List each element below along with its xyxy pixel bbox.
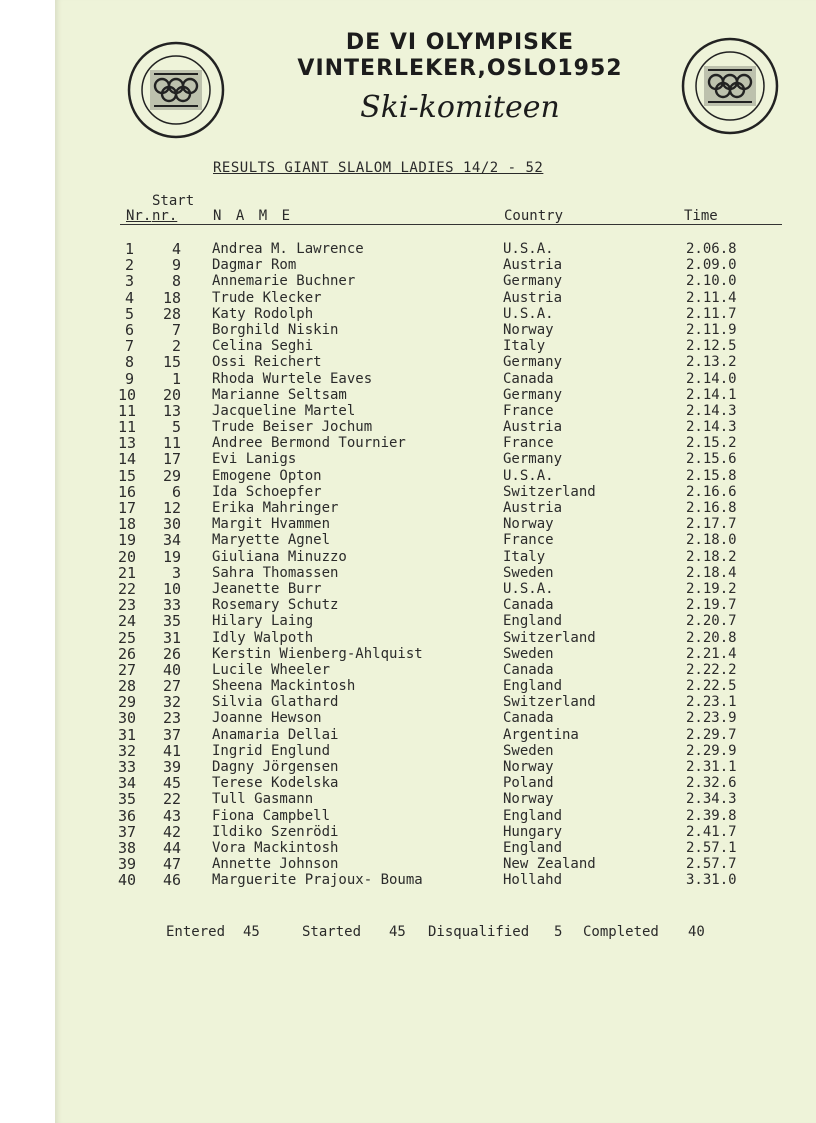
cell-time: 2.19.2 (686, 580, 737, 597)
cell-place: 24 (118, 612, 137, 631)
table-row (0, 371, 816, 387)
cell-name: Evi Lanigs (212, 451, 297, 468)
cell-time: 2.18.0 (686, 532, 737, 549)
table-row (0, 354, 816, 370)
cell-name: Marguerite Prajoux- Bouma (212, 872, 423, 889)
cell-name: Jeanette Burr (212, 580, 322, 597)
cell-name: Trude Klecker (212, 289, 322, 306)
cell-country: Austria (503, 289, 563, 306)
cell-name: Rosemary Schutz (212, 597, 339, 614)
cell-start-number: 18 (162, 288, 181, 307)
cell-start-number: 46 (162, 871, 181, 890)
cell-place: 37 (118, 822, 137, 841)
cell-start-number: 17 (162, 450, 181, 469)
table-row (0, 872, 816, 888)
cell-name: Dagny Jörgensen (212, 759, 339, 775)
cell-country: U.S.A. (503, 305, 554, 322)
cell-place: 10 (118, 385, 137, 404)
cell-place: 2 (124, 256, 134, 275)
cell-name: Anamaria Dellai (212, 726, 339, 743)
cell-country: Norway (503, 791, 554, 808)
cell-time: 2.22.5 (686, 678, 737, 695)
table-row (0, 419, 816, 435)
cell-country: Germany (503, 354, 563, 371)
cell-name: Ingrid Englund (212, 742, 331, 759)
cell-time: 2.22.2 (686, 661, 737, 678)
table-row (0, 678, 816, 694)
cell-start-number: 5 (171, 418, 181, 437)
cell-country: U.S.A. (503, 580, 554, 597)
header-time: Time (684, 208, 718, 224)
cell-time: 2.57.7 (686, 856, 737, 873)
cell-name: Sahra Thomassen (212, 564, 339, 581)
cell-country: England (503, 613, 563, 630)
cell-start-number: 15 (162, 353, 181, 372)
table-row (0, 484, 816, 500)
cell-start-number: 6 (171, 482, 181, 501)
olympic-rings-emblem-icon (126, 40, 226, 140)
cell-name: Giuliana Minuzzo (212, 548, 347, 565)
table-row (0, 743, 816, 759)
cell-start-number: 33 (162, 596, 181, 615)
table-row (0, 549, 816, 565)
cell-country: France (503, 532, 554, 549)
cell-time: 2.15.6 (686, 451, 737, 468)
cell-place: 36 (118, 806, 137, 825)
cell-time: 2.20.7 (686, 613, 737, 630)
table-row (0, 840, 816, 856)
cell-place: 15 (118, 466, 137, 485)
cell-time: 2.20.8 (686, 629, 737, 646)
cell-place: 4 (124, 288, 134, 307)
cell-country: New Zealand (503, 856, 596, 873)
table-row (0, 322, 816, 338)
cell-country: Switzerland (503, 629, 596, 646)
cell-place: 39 (118, 855, 137, 874)
cell-start-number: 30 (162, 515, 181, 534)
cell-name: Celina Seghi (212, 338, 314, 355)
cell-start-number: 2 (171, 337, 181, 356)
cell-place: 17 (118, 499, 137, 517)
summary-disqualified-label: Disqualified (428, 924, 530, 940)
cell-time: 2.23.1 (686, 694, 737, 711)
cell-start-number: 1 (171, 369, 181, 388)
cell-place: 11 (118, 401, 137, 420)
cell-start-number: 47 (162, 855, 181, 874)
table-row (0, 468, 816, 484)
cell-name: Dagmar Rom (212, 257, 297, 274)
cell-country: France (503, 402, 554, 419)
cell-name: Ida Schoepfer (212, 483, 322, 500)
table-row (0, 662, 816, 678)
cell-start-number: 37 (162, 725, 181, 744)
table-row (0, 565, 816, 581)
table-row (0, 791, 816, 807)
cell-name: Jacqueline Martel (212, 402, 356, 419)
cell-country: Norway (503, 321, 554, 338)
cell-country: Canada (503, 597, 554, 614)
cell-time: 2.16.8 (686, 500, 737, 516)
table-row (0, 451, 816, 467)
cell-country: U.S.A. (503, 467, 554, 484)
table-row (0, 532, 816, 548)
letterhead-line-2: VINTERLEKER,OSLO1952 (297, 56, 623, 81)
cell-time: 2.12.5 (686, 338, 737, 355)
cell-name: Sheena Mackintosh (212, 678, 356, 695)
cell-place: 25 (118, 628, 137, 647)
cell-place: 14 (118, 450, 137, 469)
cell-time: 2.18.2 (686, 548, 737, 565)
cell-country: Canada (503, 370, 554, 387)
cell-time: 2.15.8 (686, 467, 737, 484)
cell-place: 19 (118, 531, 137, 550)
committee-name: Ski-komiteen (360, 90, 560, 125)
summary-entered-label: Entered (166, 924, 226, 940)
summary-disqualified-value: 5 (554, 924, 563, 940)
table-row (0, 387, 816, 403)
cell-place: 32 (118, 741, 137, 760)
cell-name: Ossi Reichert (212, 354, 322, 371)
cell-time: 2.13.2 (686, 354, 737, 371)
cell-name: Andrea M. Lawrence (212, 241, 364, 257)
cell-place: 13 (118, 434, 137, 453)
cell-start-number: 44 (162, 838, 181, 857)
cell-name: Lucile Wheeler (212, 661, 331, 678)
cell-country: Sweden (503, 645, 554, 662)
cell-start-number: 10 (162, 579, 181, 598)
header-place: Nr. (126, 208, 152, 224)
cell-name: Emogene Opton (212, 467, 322, 484)
cell-time: 2.17.7 (686, 516, 737, 533)
cell-place: 9 (124, 369, 134, 388)
table-row (0, 516, 816, 532)
header-country: Country (504, 208, 564, 224)
header-start-number: nr. (152, 208, 178, 224)
cell-name: Silvia Glathard (212, 694, 339, 711)
cell-place: 1 (124, 240, 134, 258)
cell-place: 29 (118, 693, 137, 712)
cell-name: Kerstin Wienberg-Ahlquist (212, 645, 423, 662)
cell-name: Margit Hvammen (212, 516, 331, 533)
cell-time: 2.57.1 (686, 839, 737, 856)
cell-country: Austria (503, 419, 563, 436)
cell-start-number: 4 (171, 240, 181, 258)
cell-time: 2.32.6 (686, 775, 737, 792)
cell-time: 2.15.2 (686, 435, 737, 452)
cell-name: Andree Bermond Tournier (212, 435, 406, 452)
cell-start-number: 19 (162, 547, 181, 566)
cell-place: 28 (118, 677, 137, 696)
cell-country: Austria (503, 500, 563, 516)
cell-place: 6 (124, 320, 134, 339)
cell-start-number: 12 (162, 499, 181, 517)
cell-place: 27 (118, 660, 137, 679)
cell-start-number: 31 (162, 628, 181, 647)
cell-place: 35 (118, 790, 137, 809)
cell-place: 34 (118, 774, 137, 793)
cell-start-number: 3 (171, 563, 181, 582)
cell-place: 3 (124, 272, 134, 291)
table-row (0, 500, 816, 516)
cell-start-number: 45 (162, 774, 181, 793)
table-row (0, 727, 816, 743)
cell-country: Hollahd (503, 872, 563, 889)
cell-name: Maryette Agnel (212, 532, 331, 549)
cell-start-number: 23 (162, 709, 181, 728)
summary-completed-label: Completed (583, 924, 659, 940)
cell-time: 2.29.7 (686, 726, 737, 743)
cell-time: 2.11.4 (686, 289, 737, 306)
cell-start-number: 43 (162, 806, 181, 825)
cell-start-number: 39 (162, 758, 181, 776)
cell-name: Marianne Seltsam (212, 386, 347, 403)
cell-place: 8 (124, 353, 134, 372)
table-row (0, 856, 816, 872)
cell-time: 2.09.0 (686, 257, 737, 274)
cell-place: 33 (118, 758, 137, 776)
cell-start-number: 41 (162, 741, 181, 760)
letterhead-line-1: DE VI OLYMPISKE (345, 30, 575, 55)
cell-start-number: 8 (171, 272, 181, 291)
cell-country: Canada (503, 710, 554, 727)
cell-time: 2.39.8 (686, 807, 737, 824)
table-row (0, 613, 816, 629)
cell-country: France (503, 435, 554, 452)
table-row (0, 241, 816, 257)
cell-start-number: 13 (162, 401, 181, 420)
cell-country: England (503, 839, 563, 856)
cell-start-number: 34 (162, 531, 181, 550)
cell-name: Borghild Niskin (212, 321, 339, 338)
results-table (0, 241, 816, 889)
cell-start-number: 32 (162, 693, 181, 712)
cell-place: 5 (124, 304, 134, 323)
cell-time: 3.31.0 (686, 872, 737, 889)
cell-name: Rhoda Wurtele Eaves (212, 370, 373, 387)
cell-country: Switzerland (503, 694, 596, 711)
cell-start-number: 7 (171, 320, 181, 339)
cell-country: U.S.A. (503, 241, 554, 257)
cell-start-number: 27 (162, 677, 181, 696)
table-row (0, 694, 816, 710)
cell-country: Italy (503, 338, 546, 355)
table-row (0, 808, 816, 824)
table-row (0, 759, 816, 775)
cell-start-number: 40 (162, 660, 181, 679)
olympic-rings-emblem-icon (680, 36, 780, 136)
cell-place: 31 (118, 725, 137, 744)
cell-place: 21 (118, 563, 137, 582)
summary-started-label: Started (302, 924, 362, 940)
cell-country: Norway (503, 759, 554, 775)
table-row (0, 581, 816, 597)
cell-time: 2.29.9 (686, 742, 737, 759)
cell-time: 2.14.1 (686, 386, 737, 403)
cell-country: Switzerland (503, 483, 596, 500)
cell-place: 40 (118, 871, 137, 890)
cell-place: 16 (118, 482, 137, 501)
summary-completed-value: 40 (688, 924, 705, 940)
cell-name: Katy Rodolph (212, 305, 314, 322)
cell-time: 2.18.4 (686, 564, 737, 581)
cell-start-number: 9 (171, 256, 181, 275)
table-row (0, 338, 816, 354)
cell-time: 2.11.7 (686, 305, 737, 322)
header-start-top: Start (152, 193, 195, 209)
summary-started-value: 45 (389, 924, 406, 940)
cell-time: 2.14.3 (686, 419, 737, 436)
cell-time: 2.06.8 (686, 241, 737, 257)
cell-name: Terese Kodelska (212, 775, 339, 792)
cell-country: Norway (503, 516, 554, 533)
table-row (0, 435, 816, 451)
table-row (0, 403, 816, 419)
cell-time: 2.21.4 (686, 645, 737, 662)
cell-time: 2.11.9 (686, 321, 737, 338)
cell-name: Ildiko Szenrödi (212, 823, 339, 840)
cell-place: 20 (118, 547, 137, 566)
cell-name: Vora Mackintosh (212, 839, 339, 856)
cell-time: 2.10.0 (686, 273, 737, 290)
document-title: RESULTS GIANT SLALOM LADIES 14/2 - 52 (213, 160, 544, 176)
cell-country: Sweden (503, 564, 554, 581)
cell-time: 2.19.7 (686, 597, 737, 614)
cell-name: Tull Gasmann (212, 791, 314, 808)
cell-place: 30 (118, 709, 137, 728)
cell-time: 2.34.3 (686, 791, 737, 808)
cell-country: Poland (503, 775, 554, 792)
cell-start-number: 26 (162, 644, 181, 663)
table-row (0, 273, 816, 289)
cell-name: Joanne Hewson (212, 710, 322, 727)
cell-time: 2.14.0 (686, 370, 737, 387)
cell-name: Annette Johnson (212, 856, 339, 873)
cell-country: Germany (503, 386, 563, 403)
cell-start-number: 29 (162, 466, 181, 485)
cell-country: Hungary (503, 823, 563, 840)
cell-place: 18 (118, 515, 137, 534)
cell-time: 2.23.9 (686, 710, 737, 727)
cell-country: Germany (503, 451, 563, 468)
cell-place: 7 (124, 337, 134, 356)
table-row (0, 775, 816, 791)
cell-time: 2.41.7 (686, 823, 737, 840)
cell-place: 26 (118, 644, 137, 663)
table-row (0, 290, 816, 306)
header-divider (120, 224, 782, 225)
table-row (0, 710, 816, 726)
cell-name: Trude Beiser Jochum (212, 419, 373, 436)
table-row (0, 646, 816, 662)
cell-start-number: 20 (162, 385, 181, 404)
cell-start-number: 42 (162, 822, 181, 841)
summary-entered-value: 45 (243, 924, 260, 940)
cell-country: Austria (503, 257, 563, 274)
cell-country: Italy (503, 548, 546, 565)
header-name: N A M E (213, 208, 294, 224)
cell-country: England (503, 807, 563, 824)
cell-name: Fiona Campbell (212, 807, 331, 824)
table-row (0, 824, 816, 840)
cell-place: 22 (118, 579, 137, 598)
cell-time: 2.31.1 (686, 759, 737, 775)
cell-start-number: 28 (162, 304, 181, 323)
table-row (0, 630, 816, 646)
cell-place: 38 (118, 838, 137, 857)
cell-country: Sweden (503, 742, 554, 759)
cell-start-number: 22 (162, 790, 181, 809)
table-row (0, 257, 816, 273)
cell-start-number: 11 (162, 434, 181, 453)
cell-name: Idly Walpoth (212, 629, 314, 646)
cell-time: 2.16.6 (686, 483, 737, 500)
table-row (0, 597, 816, 613)
cell-country: Canada (503, 661, 554, 678)
cell-place: 23 (118, 596, 137, 615)
cell-place: 11 (118, 418, 137, 437)
cell-name: Erika Mahringer (212, 500, 339, 516)
cell-country: England (503, 678, 563, 695)
cell-start-number: 35 (162, 612, 181, 631)
cell-country: Argentina (503, 726, 579, 743)
table-row (0, 306, 816, 322)
cell-time: 2.14.3 (686, 402, 737, 419)
cell-country: Germany (503, 273, 563, 290)
cell-name: Annemarie Buchner (212, 273, 356, 290)
cell-name: Hilary Laing (212, 613, 314, 630)
